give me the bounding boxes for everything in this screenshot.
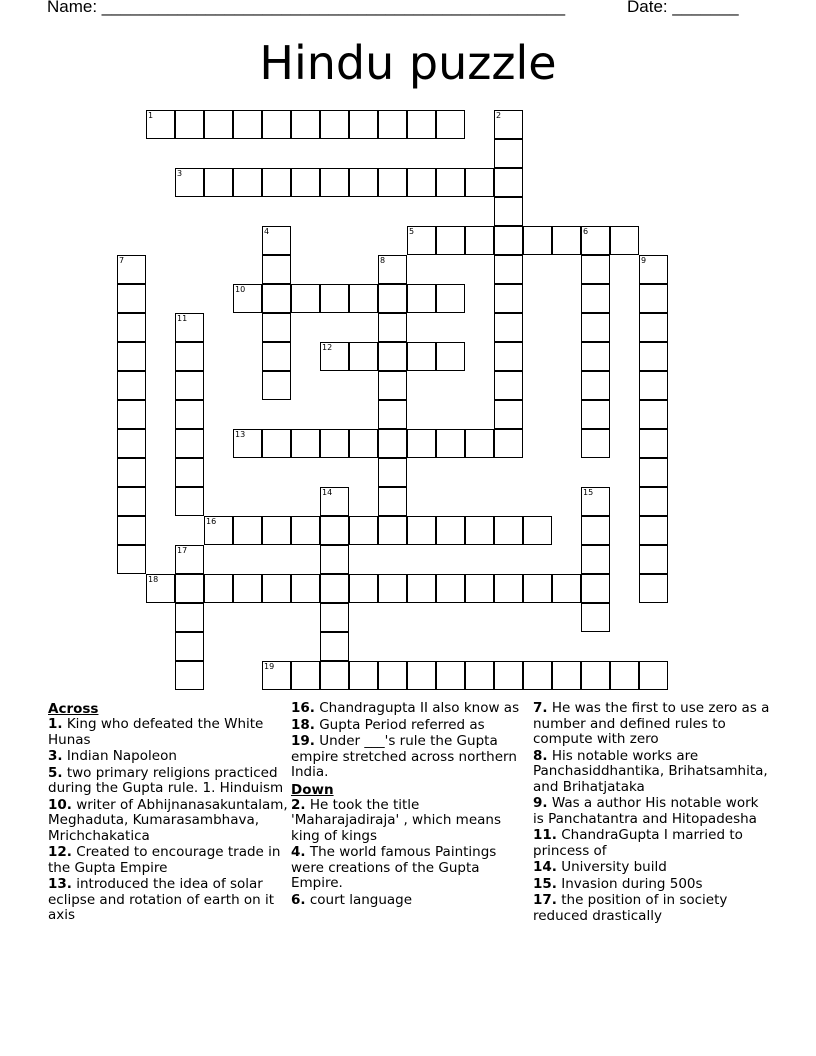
- date-field-label: Date: _______: [627, 0, 739, 16]
- grid-cell[interactable]: [262, 342, 291, 371]
- puzzle-title: Hindu puzzle: [259, 36, 557, 90]
- grid-cell[interactable]: [494, 342, 523, 371]
- grid-cell[interactable]: [349, 110, 378, 139]
- grid-cell[interactable]: [407, 661, 436, 690]
- grid-cell[interactable]: [436, 516, 465, 545]
- grid-cell[interactable]: [581, 574, 610, 603]
- grid-cell[interactable]: [349, 661, 378, 690]
- clue-number-9: 9: [641, 256, 647, 265]
- clue-number-19: 19: [264, 662, 275, 671]
- grid-cell[interactable]: [523, 226, 552, 255]
- grid-cell[interactable]: [204, 168, 233, 197]
- grid-cell[interactable]: [436, 226, 465, 255]
- grid-cell[interactable]: [465, 574, 494, 603]
- down-clue-4: 4. The world famous Paintings were creations of the Gupta Empire.: [291, 844, 497, 891]
- grid-cell[interactable]: [233, 574, 262, 603]
- grid-cell[interactable]: [581, 429, 610, 458]
- grid-cell[interactable]: [581, 284, 610, 313]
- grid-cell[interactable]: [407, 516, 436, 545]
- across-heading: Across: [48, 701, 99, 717]
- grid-cell[interactable]: [262, 429, 291, 458]
- clue-number-18: 18: [148, 575, 159, 584]
- grid-cell[interactable]: [407, 168, 436, 197]
- grid-cell[interactable]: [436, 574, 465, 603]
- across-clue-18: 18. Gupta Period referred as: [291, 716, 485, 733]
- grid-cell[interactable]: [262, 110, 291, 139]
- down-clue-14: 14. University build: [533, 859, 667, 875]
- grid-cell[interactable]: [378, 168, 407, 197]
- grid-cell[interactable]: [581, 255, 610, 284]
- grid-cell[interactable]: [378, 400, 407, 429]
- grid-cell[interactable]: [291, 574, 320, 603]
- grid-cell[interactable]: [175, 661, 204, 690]
- grid-cell[interactable]: [581, 545, 610, 574]
- grid-cell[interactable]: [175, 110, 204, 139]
- grid-cell[interactable]: [494, 313, 523, 342]
- grid-cell[interactable]: [320, 545, 349, 574]
- grid-cell[interactable]: [639, 400, 668, 429]
- clue-number-2: 2: [496, 111, 502, 120]
- grid-cell[interactable]: [436, 284, 465, 313]
- grid-cell[interactable]: [262, 255, 291, 284]
- clue-number-5: 5: [409, 227, 415, 236]
- name-field-label: Name: _________________________________________________: [47, 0, 566, 16]
- grid-cell[interactable]: [610, 661, 639, 690]
- grid-cell[interactable]: [639, 487, 668, 516]
- grid-cell[interactable]: [117, 284, 146, 313]
- grid-cell[interactable]: [291, 661, 320, 690]
- grid-cell[interactable]: [175, 574, 204, 603]
- grid-cell[interactable]: [581, 661, 610, 690]
- clue-number-1: 1: [148, 111, 154, 120]
- grid-cell[interactable]: [291, 168, 320, 197]
- grid-cell[interactable]: [349, 429, 378, 458]
- grid-cell[interactable]: [494, 139, 523, 168]
- clue-number-10: 10: [235, 285, 246, 294]
- down-heading: Down: [291, 781, 334, 798]
- grid-cell[interactable]: [378, 371, 407, 400]
- grid-cell[interactable]: [378, 429, 407, 458]
- down-clue-15: 15. Invasion during 500s: [533, 875, 703, 892]
- down-clue-2: 2. He took the title 'Maharajadiraja' , which means king of kings: [291, 796, 501, 844]
- grid-cell[interactable]: [117, 313, 146, 342]
- grid-cell[interactable]: [320, 574, 349, 603]
- grid-cell[interactable]: [320, 110, 349, 139]
- grid-cell[interactable]: [436, 661, 465, 690]
- grid-cell[interactable]: [262, 371, 291, 400]
- grid-cell[interactable]: [117, 545, 146, 574]
- grid-cell[interactable]: [436, 168, 465, 197]
- grid-cell[interactable]: [581, 371, 610, 400]
- clues-column-3: [533, 701, 773, 925]
- grid-cell[interactable]: [262, 516, 291, 545]
- across-clue-16: 16. Chandragupta II also know as: [291, 700, 520, 716]
- grid-cell[interactable]: [639, 284, 668, 313]
- grid-cell[interactable]: [175, 429, 204, 458]
- grid-cell[interactable]: [378, 110, 407, 139]
- clue-number-7: 7: [119, 256, 125, 265]
- grid-cell[interactable]: [581, 516, 610, 545]
- grid-cell[interactable]: [262, 168, 291, 197]
- grid-cell[interactable]: [349, 574, 378, 603]
- grid-cell[interactable]: [117, 487, 146, 516]
- grid-cell[interactable]: [320, 168, 349, 197]
- grid-cell[interactable]: [407, 284, 436, 313]
- grid-cell[interactable]: [320, 661, 349, 690]
- grid-cell[interactable]: [117, 400, 146, 429]
- grid-cell[interactable]: [581, 342, 610, 371]
- grid-cell[interactable]: [349, 342, 378, 371]
- across-clue-1: 1. King who defeated the White Hunas: [48, 716, 264, 748]
- grid-cell[interactable]: [175, 632, 204, 661]
- clue-number-17: 17: [177, 546, 188, 555]
- grid-cell[interactable]: [117, 458, 146, 487]
- grid-cell[interactable]: [639, 458, 668, 487]
- grid-cell[interactable]: [378, 342, 407, 371]
- grid-cell[interactable]: [465, 516, 494, 545]
- grid-cell[interactable]: [465, 168, 494, 197]
- clue-number-15: 15: [583, 488, 594, 497]
- grid-cell[interactable]: [494, 284, 523, 313]
- clue-number-13: 13: [235, 430, 246, 439]
- grid-cell[interactable]: [233, 516, 262, 545]
- grid-cell[interactable]: [639, 661, 668, 690]
- grid-cell[interactable]: [204, 574, 233, 603]
- grid-cell[interactable]: [494, 371, 523, 400]
- grid-cell[interactable]: [262, 313, 291, 342]
- clues-column-2: [291, 701, 531, 909]
- down-clue-17: 17. the position of in society reduced drastically: [533, 892, 728, 924]
- grid-cell[interactable]: [407, 574, 436, 603]
- grid-cell[interactable]: [233, 110, 262, 139]
- grid-cell[interactable]: [639, 516, 668, 545]
- grid-cell[interactable]: [320, 429, 349, 458]
- clue-number-3: 3: [177, 169, 183, 178]
- grid-cell[interactable]: [291, 429, 320, 458]
- grid-cell[interactable]: [291, 110, 320, 139]
- grid-cell[interactable]: [175, 371, 204, 400]
- grid-cell[interactable]: [639, 371, 668, 400]
- grid-cell[interactable]: [436, 342, 465, 371]
- grid-cell[interactable]: [465, 429, 494, 458]
- across-clue-5: 5. two primary religions practiced during the Gupta rule. 1. Hinduism: [48, 764, 284, 796]
- grid-cell[interactable]: [494, 226, 523, 255]
- clue-number-14: 14: [322, 488, 333, 497]
- grid-cell[interactable]: [639, 342, 668, 371]
- clue-number-4: 4: [264, 227, 270, 236]
- grid-cell[interactable]: [233, 168, 262, 197]
- grid-cell[interactable]: [639, 574, 668, 603]
- grid-cell[interactable]: [610, 226, 639, 255]
- clue-number-11: 11: [177, 314, 188, 323]
- grid-cell[interactable]: [581, 603, 610, 632]
- grid-cell[interactable]: [320, 284, 349, 313]
- grid-cell[interactable]: [407, 429, 436, 458]
- grid-cell[interactable]: [494, 197, 523, 226]
- grid-cell[interactable]: [349, 168, 378, 197]
- grid-cell[interactable]: [291, 284, 320, 313]
- across-clue-19: 19. Under ___'s rule the Gupta empire stretched across northern India.: [291, 733, 517, 780]
- down-clue-7: 7. He was the first to use zero as a number and defined rules to compute with zero: [533, 700, 770, 747]
- grid-cell[interactable]: [175, 342, 204, 371]
- grid-cell[interactable]: [523, 516, 552, 545]
- grid-cell[interactable]: [204, 110, 233, 139]
- grid-cell[interactable]: [378, 313, 407, 342]
- grid-cell[interactable]: [465, 226, 494, 255]
- across-clue-3: 3. Indian Napoleon: [48, 748, 177, 764]
- grid-cell[interactable]: [378, 661, 407, 690]
- clues-column-1: [48, 701, 288, 925]
- grid-cell[interactable]: [494, 429, 523, 458]
- grid-cell[interactable]: [523, 661, 552, 690]
- down-clue-11: 11. ChandraGupta I married to princess of: [533, 827, 743, 859]
- grid-cell[interactable]: [175, 487, 204, 516]
- down-clue-9: 9. Was a author His notable work is Panchatantra and Hitopadesha: [533, 795, 759, 827]
- across-clue-12: 12. Created to encourage trade in the Gupta Empire: [48, 844, 281, 876]
- grid-cell[interactable]: [117, 429, 146, 458]
- grid-cell[interactable]: [175, 603, 204, 632]
- grid-cell[interactable]: [552, 574, 581, 603]
- grid-cell[interactable]: [349, 284, 378, 313]
- grid-cell[interactable]: [378, 574, 407, 603]
- grid-cell[interactable]: [262, 574, 291, 603]
- across-clue-10: 10. writer of Abhijnanasakuntalam, Meghaduta, Kumarasambhava, Mrichchakatica: [48, 796, 288, 844]
- grid-cell[interactable]: [639, 545, 668, 574]
- grid-cell[interactable]: [320, 603, 349, 632]
- clue-number-8: 8: [380, 256, 386, 265]
- grid-cell[interactable]: [291, 516, 320, 545]
- clue-number-6: 6: [583, 227, 589, 236]
- grid-cell[interactable]: [117, 371, 146, 400]
- grid-cell[interactable]: [175, 400, 204, 429]
- grid-cell[interactable]: [378, 487, 407, 516]
- grid-cell[interactable]: [378, 458, 407, 487]
- grid-cell[interactable]: [639, 429, 668, 458]
- grid-cell[interactable]: [320, 516, 349, 545]
- grid-cell[interactable]: [581, 313, 610, 342]
- grid-cell[interactable]: [262, 284, 291, 313]
- grid-cell[interactable]: [494, 574, 523, 603]
- clue-number-12: 12: [322, 343, 333, 352]
- grid-cell[interactable]: [175, 458, 204, 487]
- grid-cell[interactable]: [552, 661, 581, 690]
- grid-cell[interactable]: [117, 342, 146, 371]
- grid-cell[interactable]: [407, 342, 436, 371]
- grid-cell[interactable]: [436, 429, 465, 458]
- down-clue-6: 6. court language: [291, 891, 413, 908]
- grid-cell[interactable]: [494, 661, 523, 690]
- grid-cell[interactable]: [523, 574, 552, 603]
- grid-cell[interactable]: [465, 661, 494, 690]
- down-clue-8: 8. His notable works are Panchasiddhantika, Brihatsamhita, and Brihatjataka: [533, 747, 768, 795]
- grid-cell[interactable]: [117, 516, 146, 545]
- grid-cell[interactable]: [494, 255, 523, 284]
- clue-number-16: 16: [206, 517, 217, 526]
- grid-cell[interactable]: [378, 284, 407, 313]
- grid-cell[interactable]: [581, 400, 610, 429]
- grid-cell[interactable]: [494, 516, 523, 545]
- grid-cell[interactable]: [494, 168, 523, 197]
- grid-cell[interactable]: [552, 226, 581, 255]
- across-clue-13: 13. introduced the idea of solar eclipse and rotation of earth on it axis: [48, 876, 275, 923]
- grid-cell[interactable]: [378, 516, 407, 545]
- grid-cell[interactable]: [494, 400, 523, 429]
- grid-cell[interactable]: [639, 313, 668, 342]
- grid-cell[interactable]: [436, 110, 465, 139]
- grid-cell[interactable]: [349, 516, 378, 545]
- grid-cell[interactable]: [320, 632, 349, 661]
- grid-cell[interactable]: [407, 110, 436, 139]
